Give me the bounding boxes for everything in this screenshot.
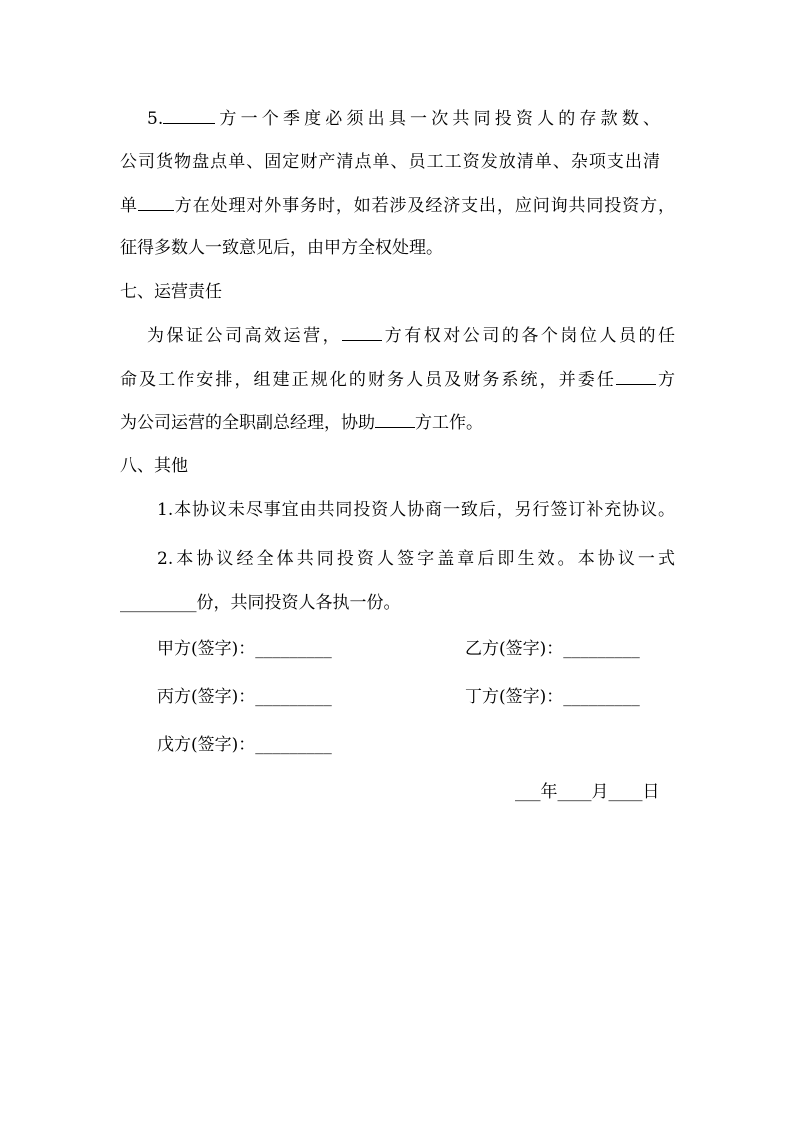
party-b-blank: _________	[563, 639, 640, 659]
section7-blank-3	[375, 410, 415, 428]
party-e-label: 戊方(签字)：	[157, 735, 256, 755]
section7-p1-line3-prefix: 为公司运营的全职副总经理，协助	[120, 413, 375, 433]
section8-item2-line2-text: 份，共同投资人各执一份。	[196, 593, 401, 613]
clause5-line1-text: 方一个季度必须出具一次共同投资人的存款数、	[215, 109, 660, 129]
section7-p1-line2	[120, 367, 675, 391]
section7-heading: 七、运营责任	[120, 282, 222, 302]
section7-p1-line1	[147, 323, 675, 347]
month-label: 月	[591, 782, 609, 802]
year-label: 年	[540, 782, 558, 802]
signature-party-d	[465, 685, 640, 709]
copies-blank: _________	[120, 593, 197, 613]
signature-party-e	[157, 733, 332, 757]
clause5-line4: 征得多数人一致意见后，由甲方全权处理。	[120, 238, 443, 258]
signature-party-b	[465, 637, 640, 661]
section8-heading: 八、其他	[120, 456, 188, 476]
month-blank: ____	[557, 782, 592, 802]
year-blank: ___	[515, 782, 541, 802]
section7-blank-1	[342, 323, 382, 341]
section7-p1-line2-text: 方	[655, 370, 676, 390]
party-d-label: 丁方(签字)：	[465, 687, 564, 707]
clause5-line3	[120, 193, 675, 217]
clause5-number: 5.	[147, 109, 164, 129]
section7-p1-line3	[120, 410, 483, 434]
clause5-line2: 公司货物盘点单、固定财产清点单、员工工资发放清单、杂项支出清	[120, 152, 660, 172]
signature-party-c	[157, 685, 332, 709]
section8-item2-line1: 2.本协议经全体共同投资人签字盖章后即生效。本协议一式	[157, 549, 675, 569]
section7-p1-line1-prefix: 为保证公司高效运营，	[147, 326, 343, 346]
section8-item1: 1.本协议未尽事宜由共同投资人协商一致后，另行签订补充协议。	[157, 500, 675, 520]
party-b-label: 乙方(签字)：	[465, 639, 564, 659]
day-label: 日	[642, 782, 660, 802]
section8-item2-line2	[120, 591, 401, 615]
clause5-blank-2	[138, 193, 174, 211]
section7-p1-line1-text: 方有权对公司的各个岗位人员的任	[382, 326, 676, 346]
signature-party-a	[157, 637, 332, 661]
section7-blank-2	[616, 367, 656, 385]
clause5-line3-text: 方在处理对外事务时，如若涉及经济支出，应问询共同投资方，	[173, 196, 676, 216]
section7-p1-line3-text: 方工作。	[415, 413, 483, 433]
party-a-label: 甲方(签字)：	[157, 639, 256, 659]
clause5-line3-prefix: 单	[120, 196, 138, 216]
signing-date	[515, 780, 660, 804]
party-c-blank: _________	[255, 687, 332, 707]
party-a-blank: _________	[255, 639, 332, 659]
party-d-blank: _________	[563, 687, 640, 707]
section7-p1-line2-prefix: 命及工作安排，组建正规化的财务人员及财务系统，并委任	[120, 370, 616, 390]
party-e-blank: _________	[255, 735, 332, 755]
clause5-blank-1	[163, 106, 215, 124]
party-c-label: 丙方(签字)：	[157, 687, 256, 707]
clause5-line1	[147, 106, 660, 130]
day-blank: ____	[608, 782, 643, 802]
